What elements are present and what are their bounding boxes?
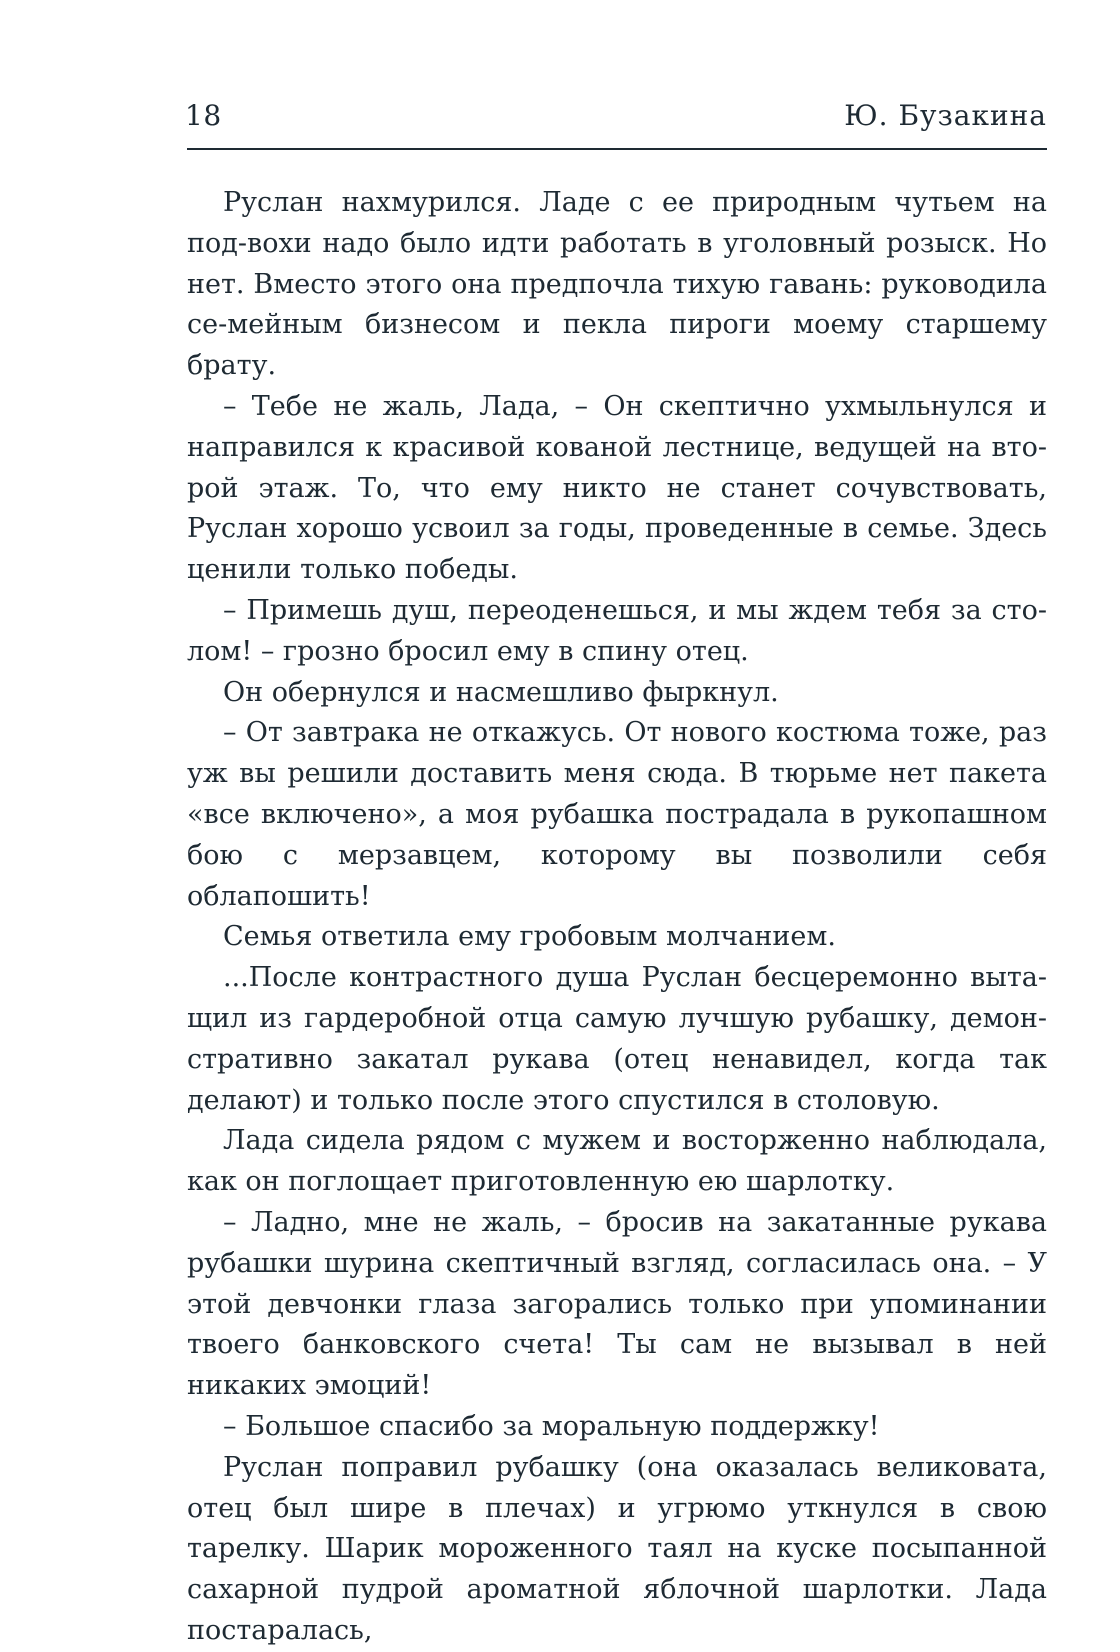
page-text	[187, 183, 1047, 1652]
page-header	[185, 96, 1047, 136]
paragraph: Руслан нахмурился. Ладе с ее природным чутьем на под-вохи надо было идти работать в уголовный розыск. Но нет. Вместо этого она предпочла тихую гавань: руководила се-мейным бизнесом и пекла пироги моему старшему брату.	[187, 187, 1047, 382]
paragraph: Он обернулся и насмешливо фыркнул.	[223, 676, 779, 708]
paragraph: Лада сидела рядом с мужем и восторженно наблюдала, как он поглощает приготовленную ею шарлотку.	[187, 1125, 1047, 1198]
paragraph: – Ладно, мне не жаль, – бросив на закатанные рукава рубашки шурина скептичный взгляд, согласилась она. – У этой девчонки глаза загорались только при упоминании твоего банковского счета! Ты сам не вызывал в ней никаких эмоций!	[187, 1206, 1047, 1402]
paragraph: ...После контрастного душа Руслан бесцеремонно выта-щил из гардеробной отца самую лучшую рубашку, демон-стративно закатал рукава (отец ненавидел, когда так делают) и только после этого спустился в столовую.	[187, 962, 1047, 1116]
paragraph: Семья ответила ему гробовым молчанием.	[223, 921, 836, 953]
paragraph: – Примешь душ, переоденешься, и мы ждем тебя за сто-лом! – грозно бросил ему в спину отец.	[187, 594, 1047, 667]
header-divider	[187, 148, 1047, 150]
running-head-author: Ю. Бузакина	[844, 99, 1047, 132]
page-number: 18	[185, 99, 222, 132]
paragraph: – От завтрака не откажусь. От нового костюма тоже, раз уж вы решили доставить меня сюда. В тюрьме нет пакета «все включено», а моя рубашка пострадала в рукопашном бою с мерзавцем, которому вы позволили себя облапошить!	[187, 717, 1047, 912]
paragraph: Руслан поправил рубашку (она оказалась великовата, отец был шире в плечах) и угрюмо уткнулся в свою тарелку. Шарик мороженного таял на куске посыпанной сахарной пудрой ароматной яблочной шарлотки. Лада постаралась,	[187, 1451, 1047, 1646]
paragraph: – Тебе не жаль, Лада, – Он скептично ухмыльнулся и направился к красивой кованой лестнице, ведущей на вто-рой этаж. То, что ему никто не станет сочувствовать, Руслан хорошо усвоил за годы, проведенные в семье. Здесь ценили только победы.	[187, 390, 1047, 586]
paragraph: – Большое спасибо за моральную поддержку!	[223, 1410, 880, 1442]
